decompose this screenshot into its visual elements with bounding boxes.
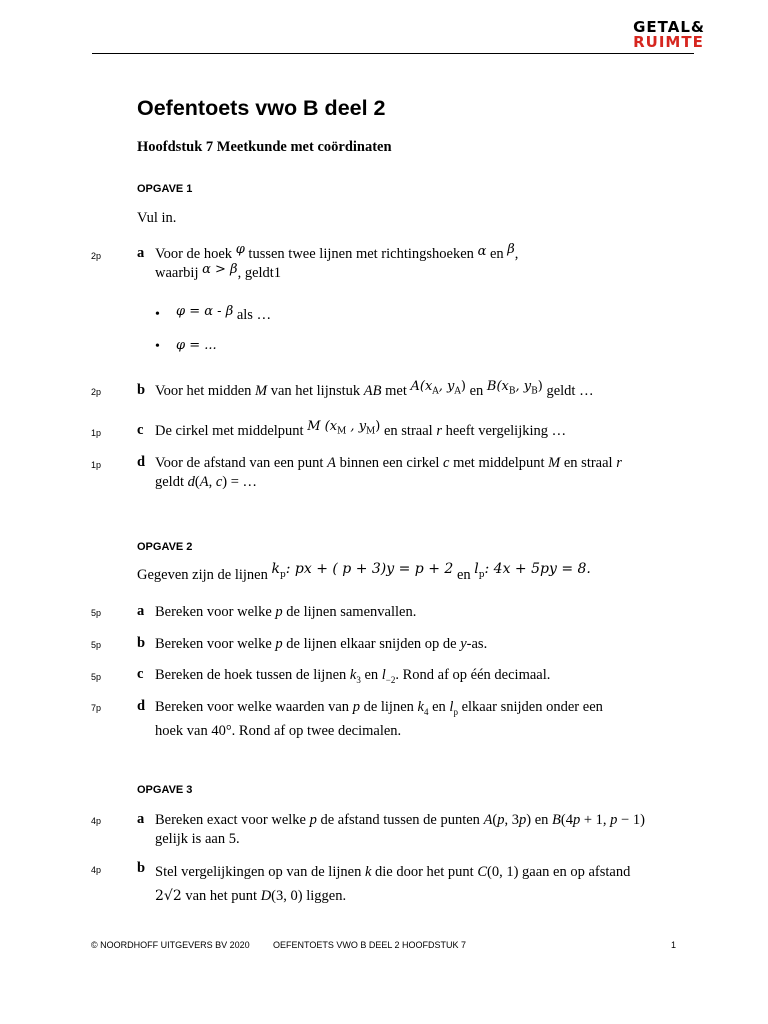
letter-3a: a	[137, 811, 145, 827]
opgave-1-heading: OPGAVE 1	[137, 183, 193, 195]
letter-2c: c	[137, 666, 144, 682]
bullet-2-text: φ = ...	[176, 338, 217, 353]
chapter-subtitle: Hoofdstuk 7 Meetkunde met coördinaten	[137, 139, 392, 155]
points-1d: 1p	[91, 460, 102, 470]
publisher-logo	[633, 20, 705, 50]
question-2d: Bereken voor welke waarden van p de lijnen $k_4$ en $l_p$ elkaar snijden onder een hoek van 40°. Rond af op twee decimalen.	[155, 699, 603, 739]
letter-1a: a	[137, 245, 145, 261]
letter-1c: c	[137, 422, 144, 438]
bullet-1-text: φ = α - β als …	[176, 304, 272, 323]
logo-line-1: GETAL&	[633, 18, 705, 36]
points-1b: 2p	[91, 387, 102, 397]
footer-copyright: © NOORDHOFF UITGEVERS BV 2020	[91, 940, 250, 950]
letter-2d: d	[137, 698, 146, 714]
bullet-1: •	[155, 307, 160, 322]
points-2d: 7p	[91, 703, 102, 713]
opgave-2-heading: OPGAVE 2	[137, 541, 193, 553]
points-1c: 1p	[91, 428, 102, 438]
question-1a: Voor de hoek φ tussen twee lijnen met richtingshoeken α en β, waarbij α > β, geldt1	[155, 242, 519, 281]
points-2a: 5p	[91, 608, 102, 618]
opgave-3-heading: OPGAVE 3	[137, 784, 193, 796]
points-1a: 2p	[91, 251, 102, 261]
points-2c: 5p	[91, 672, 102, 682]
points-3b: 4p	[91, 865, 102, 875]
opgave-1-intro: Vul in.	[137, 210, 177, 226]
logo-line-2: RUIMTE	[633, 33, 704, 51]
question-1d: Voor de afstand van een punt A binnen een cirkel c met middelpunt M en straal r geldt d(A, c) = …	[155, 455, 622, 490]
question-2b: Bereken voor welke p de lijnen elkaar snijden op de y-as.	[155, 636, 488, 652]
bullet-2: •	[155, 339, 160, 354]
points-2b: 5p	[91, 640, 102, 650]
letter-2a: a	[137, 603, 145, 619]
question-3b: Stel vergelijkingen op van de lijnen k die door het punt C(0, 1) gaan en op afstand 2√2 van het punt D(3, 0) liggen.	[155, 864, 631, 904]
question-2c: Bereken de hoek tussen de lijnen $k_3$ en $l_{-2}$. Rond af op één decimaal.	[155, 667, 551, 685]
points-3a: 4p	[91, 816, 102, 826]
sqrt-expression: 2√2	[155, 888, 182, 904]
question-2a: Bereken voor welke p de lijnen samenvallen.	[155, 604, 417, 620]
document-title: Oefentoets vwo B deel 2	[137, 96, 386, 120]
question-3a: Bereken exact voor welke p de afstand tussen de punten A(p, 3p) en B(4p + 1, p − 1) gelijk is aan 5.	[155, 812, 645, 847]
letter-1b: b	[137, 382, 146, 398]
question-1b: Voor het midden M van het lijnstuk AB met $A(x_A$, $y_A$) en $B(x_B$, $y_B$) geldt …	[155, 379, 594, 399]
footer-document: OEFENTOETS VWO B DEEL 2 HOOFDSTUK 7	[273, 940, 467, 950]
header-rule	[92, 53, 694, 54]
letter-2b: b	[137, 635, 146, 651]
footer-page-number: 1	[671, 940, 677, 950]
letter-3b: b	[137, 860, 146, 876]
letter-1d: d	[137, 454, 146, 470]
question-1c: De cirkel met middelpunt M ($x_M$ , $y_M$) en straal r heeft vergelijking …	[155, 419, 567, 439]
opgave-2-intro: Gegeven zijn de lijnen $k_p$: px + ( p + 3)y = p + 2 en $l_p$: 4x + 5py = 8.	[137, 561, 591, 583]
